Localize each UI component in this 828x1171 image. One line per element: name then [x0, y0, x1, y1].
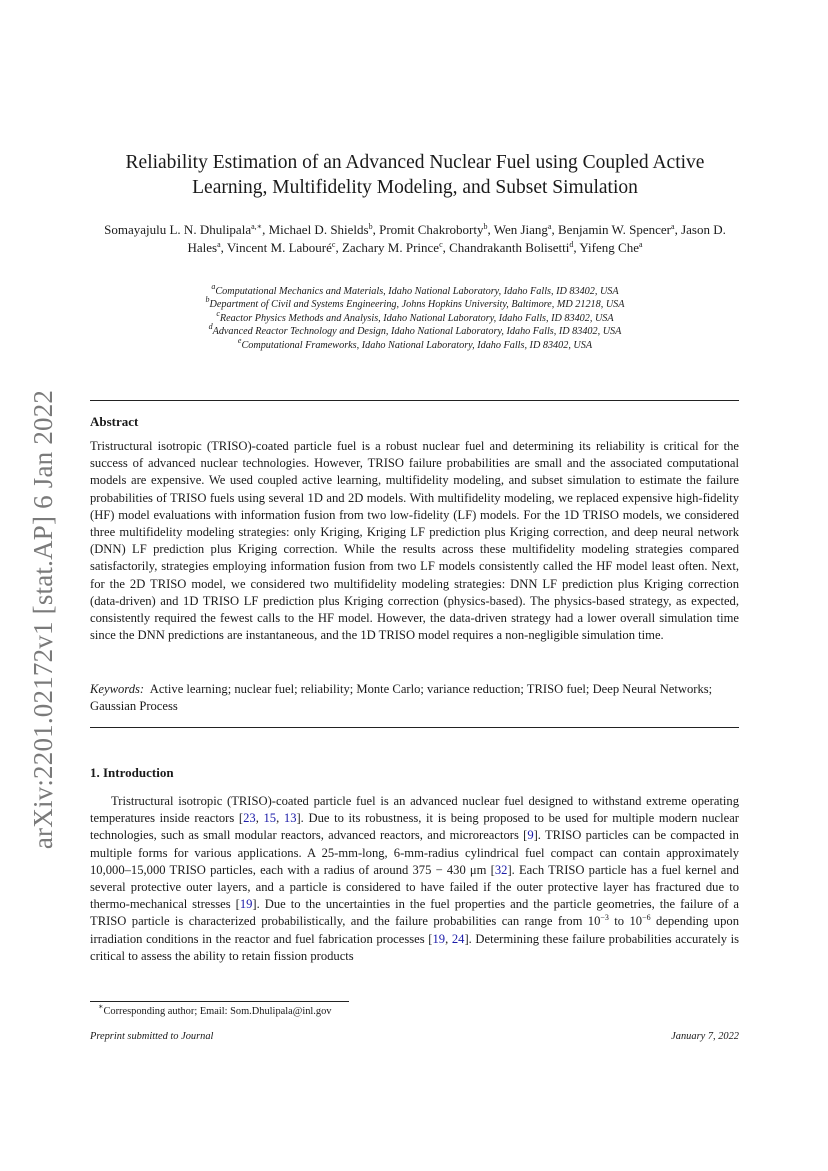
author-affiliation-mark: c: [439, 239, 443, 249]
abstract-bottom-rule: [90, 727, 739, 728]
affiliation-list: [90, 282, 740, 352]
author-affiliation-mark: a: [547, 222, 552, 231]
affiliation-line: [90, 335, 740, 352]
affiliation-mark: b: [205, 295, 210, 305]
author-separator: ,: [551, 222, 558, 237]
intro-text: Tristructural isotropic (TRISO)-coated particle fuel is an advanced nuclear fuel designed to withstand extreme operating temperatures inside reactors [: [90, 794, 739, 826]
citation-link[interactable]: 19: [239, 897, 253, 912]
intro-text: ]. Due to the uncertainties in the fuel properties and the particle geometries, the failure of a TRISO particle is characterized probabilistically, and the failure probabilities can range from 10: [90, 897, 740, 929]
author-name: Michael D. Shields: [268, 222, 369, 237]
footnote: [90, 1002, 332, 1017]
intro-text: ]. Determining these failure probabilities accurately is critical to assess the ability to retain fission products: [90, 931, 740, 963]
citation-link[interactable]: 24: [451, 931, 465, 946]
author-name: Somayajulu L. N. Dhulipala: [104, 222, 252, 237]
affiliation-text: Computational Frameworks, Idaho National Laboratory, Idaho Falls, ID 83402, USA: [241, 339, 593, 351]
introduction-paragraph: Tristructural isotropic (TRISO)-coated particle fuel is an advanced nuclear fuel designed to withstand extreme operating temperatures inside reactors [23, 15, 13]. Due to its robustness, it is being proposed to be used for multiple modern nuclear technologies, such as small modular reactors, advanced reactors, and microreactors [9]. TRISO particles can be compacted in multiple forms for various applications. A 25-mm-long, 6-mm-radius cylindrical fuel compact can contain approximately 10,000–15,000 TRISO particles, each with a radius of around 375 − 430 μm [32]. Each TRISO particle has a fuel kernel and several protective outer layers, and a particle is considered to have failed if the outer protective layer has fractured due to thermo-mechanical stresses [19]. Due to the uncertainties in the fuel properties and the particle geometries, the failure of a TRISO particle is characterized probabilistically, and the failure probabilities can range from $10^{-3}$ to $10^{-6}$ depending upon irradiation conditions in the reactor and fuel fabrication processes [19, 24]. Determining these failure probabilities accurately is critical to assess the ability to retain fission products: [90, 794, 740, 963]
abstract-top-rule: [90, 400, 739, 401]
arxiv-identifier: arXiv:2201.02172v1 [stat.AP] 6 Jan 2022: [28, 389, 59, 849]
affiliation-mark: e: [237, 335, 242, 345]
footer-preprint-note: Preprint submitted to Journal: [90, 1031, 214, 1042]
citation-link[interactable]: 19: [432, 931, 446, 946]
author-separator: ,: [335, 239, 342, 255]
intro-text: to 10: [608, 914, 643, 929]
author-name: Yifeng Che: [579, 239, 639, 255]
affiliation-text: Computational Mechanics and Materials, Idaho National Laboratory, Idaho Falls, ID 83402, USA: [215, 286, 619, 297]
keywords-text: Active learning; nuclear fuel; reliability; Monte Carlo; variance reduction; TRISO fuel; Deep Neural Networks; Gaussian Process: [90, 682, 713, 714]
abstract-body: Tristructural isotropic (TRISO)-coated particle fuel is a robust nuclear fuel and determining its reliability is critical for the success of advanced nuclear technologies. However, TRISO failure probabilities are small and the associated computational models are expensive. We used coupled active learning, multifidelity modeling, and subset simulation to estimate the failure probabilities of TRISO fuels using several 1D and 2D models. With multifidelity modeling, we replaced expensive high-fidelity (HF) model evaluations with information fusion from two low-fidelity (LF) models. For the 1D TRISO models, we considered three multifidelity modeling strategies: only Kriging, Kriging LF prediction plus Kriging correction, and deep neural network (DNN) LF prediction plus Kriging correction. While the results across these multifidelity modeling strategies compared satisfactorily, strategies employing information fusion from two LF models consistently called the HF model least often. Next, for the 2D TRISO model, we considered two multifidelity modeling strategies: DNN LF prediction plus Kriging correction (data-driven) and 1D TRISO LF prediction plus Kriging correction (physics-based). The physics-based strategy, as expected, consistently required the fewest calls to the HF model. However, the data-driven strategy had a lower overall simulation time since the DNN predictions are instantaneous, and the 1D TRISO model requires a non-negligible simulation time.: [90, 439, 739, 643]
citation-link[interactable]: 15: [263, 811, 277, 826]
affiliation-line: [90, 295, 740, 311]
affiliation-line: [90, 322, 740, 338]
author-name: Zachary M. Prince: [341, 239, 440, 255]
intro-text: depending upon irradiation conditions in the reactor and fuel fabrication processes [: [90, 914, 739, 946]
author-separator: ,: [487, 222, 494, 237]
author-name: Jason D. Hales: [187, 222, 726, 255]
intro-text: ]. Due to its robustness, it is being proposed to be used for multiple modern nuclear technologies, such as small modular reactors, advanced reactors, and microreactors [: [90, 811, 739, 843]
author-list: [96, 221, 734, 256]
intro-text: ]. TRISO particles can be compacted in multiple forms for various applications. A 25-mm-long, 6-mm-radius cylindrical fuel compact can contain approximately 10,000–15,000 TRISO particles, each with a radius of around 375 − 430 μm [: [90, 828, 739, 877]
author-separator: ,: [573, 239, 580, 255]
affiliation-text: Department of Civil and Systems Engineering, Johns Hopkins University, Baltimore, MD 21218, USA: [209, 299, 625, 311]
exponent: −3: [600, 913, 609, 923]
author-name: Benjamin W. Spencer: [558, 222, 672, 237]
author-separator: ,: [262, 222, 269, 237]
citation-link[interactable]: 9: [527, 828, 534, 843]
author-name: Wen Jiang: [493, 222, 548, 237]
author-name: Chandrakanth Bolisetti: [449, 239, 570, 255]
footnote-text: Corresponding author; Email: Som.Dhulipala@inl.gov: [103, 1006, 332, 1017]
author-affiliation-mark: d: [569, 239, 574, 249]
title-line-2: Learning, Multifidelity Modeling, and Subset Simulation: [192, 177, 638, 198]
affiliation-mark: a: [211, 282, 216, 291]
section-heading-introduction: 1. Introduction: [90, 765, 174, 780]
author-separator: ,: [220, 239, 227, 255]
abstract-heading: Abstract: [90, 414, 139, 429]
affiliation-text: Reactor Physics Methods and Analysis, Idaho National Laboratory, Idaho Falls, ID 83402, USA: [219, 312, 614, 324]
footer-date: January 7, 2022: [671, 1031, 739, 1042]
author-affiliation-mark: a: [638, 239, 643, 249]
author-affiliation-mark: b: [483, 222, 488, 231]
title-line-1: Reliability Estimation of an Advanced Nuclear Fuel using Coupled Active: [125, 152, 705, 173]
keywords: [90, 681, 739, 715]
keywords-label: Keywords:: [90, 682, 145, 696]
affiliation-line: [90, 282, 740, 298]
footnote-rule: [90, 1001, 349, 1002]
footnote-mark: ∗: [98, 1002, 104, 1011]
author-separator: ,: [674, 222, 682, 237]
citation-link[interactable]: 32: [494, 862, 508, 877]
author-name: Vincent M. Labouré: [226, 239, 332, 255]
author-affiliation-mark: a: [671, 222, 675, 231]
affiliation-text: Advanced Reactor Technology and Design, Idaho National Laboratory, Idaho Falls, ID 83402, USA: [212, 326, 622, 338]
affiliation-line: [90, 308, 740, 325]
exponent: −6: [642, 913, 651, 923]
citation-link[interactable]: 13: [283, 811, 297, 826]
author-separator: ,: [372, 222, 380, 237]
paper-title: [90, 150, 740, 200]
affiliation-mark: d: [208, 322, 213, 332]
arxiv-stamp: [24, 378, 64, 860]
intro-text: ]. Each TRISO particle has a fuel kernel and several protective outer layers, and a particle is considered to have failed if the outer protective layer has fractured due to thermo-mechanical stresses [: [90, 862, 739, 912]
author-affiliation-mark: a,∗: [251, 222, 263, 231]
author-affiliation-mark: b: [368, 222, 373, 231]
author-separator: ,: [442, 239, 450, 255]
author-name: Promit Chakroborty: [379, 222, 484, 237]
author-affiliation-mark: a: [217, 239, 221, 249]
author-affiliation-mark: c: [331, 239, 336, 249]
citation-link[interactable]: 23: [243, 811, 256, 826]
affiliation-mark: c: [216, 308, 220, 318]
